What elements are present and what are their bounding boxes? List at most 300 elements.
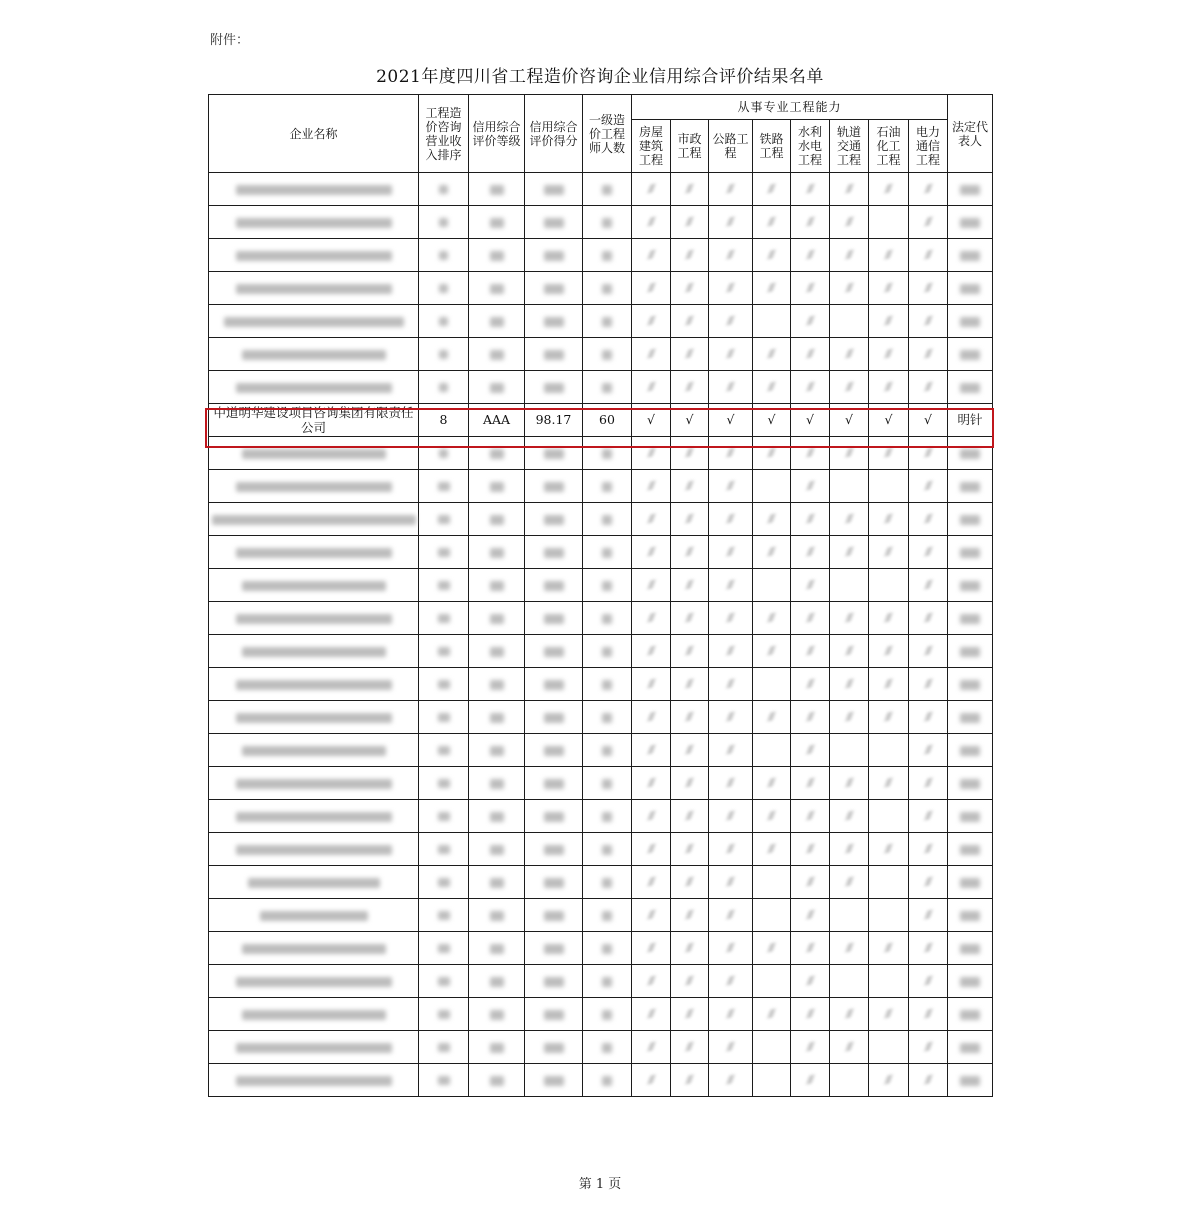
capability-cell-4 [791, 503, 830, 536]
check-mark-icon [924, 448, 932, 457]
redacted-text [242, 944, 386, 954]
capability-cell-7 [909, 1031, 948, 1064]
table-row [209, 239, 993, 272]
capability-cell-1 [671, 701, 709, 734]
redacted-text [960, 944, 980, 954]
credit-score-cell [525, 272, 583, 305]
check-mark-icon [647, 580, 655, 589]
revenue-rank-cell [419, 173, 469, 206]
capability-cell-4 [791, 767, 830, 800]
redacted-text [242, 449, 386, 459]
credit-grade-cell [469, 536, 525, 569]
check-mark-icon [767, 382, 775, 391]
check-mark-icon [845, 811, 853, 820]
redacted-text [602, 383, 612, 393]
credit-score-cell [525, 371, 583, 404]
redacted-text [236, 1043, 392, 1053]
table-row [209, 965, 993, 998]
check-mark-icon [845, 382, 853, 391]
table-body [209, 173, 993, 1097]
check-mark-icon [924, 1042, 932, 1051]
capability-cell-6 [869, 635, 909, 668]
company-name-cell [209, 569, 419, 602]
redacted-text [490, 218, 504, 228]
capability-cell-7 [909, 767, 948, 800]
capability-cell-6 [869, 833, 909, 866]
level1-engineers-cell [583, 668, 632, 701]
capability-cell-6 [869, 437, 909, 470]
check-mark-icon [685, 547, 693, 556]
check-mark-icon [924, 349, 932, 358]
redacted-text [438, 878, 450, 887]
capability-cell-4 [791, 833, 830, 866]
redacted-text [490, 614, 504, 624]
capability-cell-0 [632, 800, 671, 833]
check-mark-icon [726, 217, 734, 226]
legal-rep-cell [948, 437, 993, 470]
capability-cell-5 [830, 173, 869, 206]
capability-cell-5 [830, 272, 869, 305]
redacted-text [490, 977, 504, 987]
company-name-cell [209, 305, 419, 338]
capability-cell-7 [909, 569, 948, 602]
capability-cell-5 [830, 899, 869, 932]
capability-cell-6 [869, 998, 909, 1031]
capability-cell-3 [753, 239, 791, 272]
redacted-text [602, 1043, 612, 1053]
level1-engineers-cell [583, 206, 632, 239]
check-mark-icon [845, 778, 853, 787]
capability-cell-7 [909, 899, 948, 932]
header-capability-1: 市政工程 [671, 120, 709, 173]
capability-cell-5 [830, 635, 869, 668]
check-mark-icon [806, 283, 814, 292]
legal-rep-cell [948, 635, 993, 668]
redacted-text [236, 977, 392, 987]
revenue-rank-cell [419, 239, 469, 272]
check-mark-icon [647, 877, 655, 886]
legal-rep-cell [948, 305, 993, 338]
legal-rep-cell [948, 536, 993, 569]
capability-cell-1 [671, 668, 709, 701]
credit-score-cell [525, 932, 583, 965]
legal-rep-cell [948, 899, 993, 932]
table-row [209, 932, 993, 965]
redacted-text [224, 317, 404, 327]
check-mark-icon [924, 679, 932, 688]
redacted-text [439, 251, 448, 260]
capability-cell-2 [709, 470, 753, 503]
company-name-cell [209, 470, 419, 503]
redacted-text [544, 581, 564, 591]
check-mark-icon [685, 976, 693, 985]
check-mark-icon [767, 844, 775, 853]
table-row [209, 437, 993, 470]
credit-grade-cell [469, 734, 525, 767]
check-mark-icon [647, 316, 655, 325]
capability-cell-7 [909, 701, 948, 734]
capability-cell-7 [909, 932, 948, 965]
capability-cell-1 [671, 899, 709, 932]
capability-cell-1 [671, 338, 709, 371]
redacted-text [236, 251, 392, 261]
check-mark-icon [884, 382, 892, 391]
capability-cell-3 [753, 338, 791, 371]
credit-score-cell [525, 338, 583, 371]
capability-cell-1 [671, 1064, 709, 1097]
redacted-text [602, 779, 612, 789]
check-mark-icon [647, 844, 655, 853]
capability-cell-2 [709, 965, 753, 998]
legal-rep-cell [948, 503, 993, 536]
check-mark-icon [884, 613, 892, 622]
credit-score-cell [525, 668, 583, 701]
revenue-rank-cell [419, 437, 469, 470]
company-name-cell [209, 668, 419, 701]
capability-cell-3 [753, 998, 791, 1031]
check-mark-icon [845, 1009, 853, 1018]
check-mark-icon [685, 844, 693, 853]
credit-score-cell [525, 503, 583, 536]
level1-engineers-cell [583, 833, 632, 866]
redacted-text [544, 449, 564, 459]
redacted-text [960, 482, 980, 492]
check-mark-icon [845, 184, 853, 193]
check-mark-icon [884, 778, 892, 787]
check-mark-icon [845, 217, 853, 226]
level1-engineers-cell: 60 [583, 404, 632, 437]
check-mark-icon [806, 316, 814, 325]
redacted-text [438, 713, 450, 722]
redacted-text [960, 515, 980, 525]
capability-cell-2 [709, 569, 753, 602]
credit-grade-cell [469, 800, 525, 833]
capability-cell-6 [869, 272, 909, 305]
check-mark-icon [685, 1009, 693, 1018]
redacted-text [439, 218, 448, 227]
capability-cell-0 [632, 536, 671, 569]
redacted-text [602, 713, 612, 723]
table-row [209, 371, 993, 404]
check-mark-icon [806, 943, 814, 952]
level1-engineers-cell [583, 800, 632, 833]
check-mark-icon [726, 1042, 734, 1051]
level1-engineers-cell [583, 932, 632, 965]
company-name-cell [209, 503, 419, 536]
header-capability-4: 水利水电工程 [791, 120, 830, 173]
company-name-cell [209, 800, 419, 833]
capability-cell-1 [671, 767, 709, 800]
redacted-text [544, 284, 564, 294]
check-mark-icon [647, 1075, 655, 1084]
check-mark-icon [884, 646, 892, 655]
capability-cell-1 [671, 173, 709, 206]
redacted-text [242, 647, 386, 657]
revenue-rank-cell [419, 536, 469, 569]
redacted-text [960, 911, 980, 921]
revenue-rank-cell [419, 635, 469, 668]
capability-cell-1 [671, 437, 709, 470]
capability-cell-7 [909, 470, 948, 503]
check-mark-icon [726, 844, 734, 853]
capability-cell-7 [909, 800, 948, 833]
capability-cell-5 [830, 767, 869, 800]
legal-rep-cell [948, 1064, 993, 1097]
check-mark-icon [884, 448, 892, 457]
capability-cell-4 [791, 173, 830, 206]
check-mark-icon [647, 514, 655, 523]
check-mark-icon [685, 349, 693, 358]
credit-grade-cell: AAA [469, 404, 525, 437]
redacted-text [602, 647, 612, 657]
capability-cell-7 [909, 338, 948, 371]
redacted-text [438, 944, 450, 953]
redacted-text [960, 779, 980, 789]
revenue-rank-cell [419, 305, 469, 338]
capability-cell-5 [830, 800, 869, 833]
capability-cell-6 [869, 173, 909, 206]
check-mark-icon [647, 910, 655, 919]
credit-grade-cell [469, 833, 525, 866]
revenue-rank-cell [419, 701, 469, 734]
redacted-text [960, 251, 980, 261]
capability-cell-6 [869, 602, 909, 635]
company-name-cell [209, 866, 419, 899]
credit-score-cell [525, 833, 583, 866]
redacted-text [490, 548, 504, 558]
credit-score-cell [525, 965, 583, 998]
redacted-text [490, 647, 504, 657]
capability-cell-0 [632, 239, 671, 272]
check-mark-icon [845, 283, 853, 292]
capability-cell-0 [632, 734, 671, 767]
check-mark-icon [685, 778, 693, 787]
check-mark-icon [845, 844, 853, 853]
capability-cell-5 [830, 338, 869, 371]
redacted-text [544, 977, 564, 987]
check-mark-icon [845, 514, 853, 523]
capability-cell-4 [791, 305, 830, 338]
legal-rep-cell [948, 338, 993, 371]
check-mark-icon [845, 1042, 853, 1051]
capability-cell-2 [709, 305, 753, 338]
capability-cell-3 [753, 206, 791, 239]
capability-cell-1 [671, 272, 709, 305]
check-mark-icon [884, 1075, 892, 1084]
check-mark-icon [806, 745, 814, 754]
redacted-text [438, 680, 450, 689]
legal-rep-cell [948, 668, 993, 701]
redacted-text [544, 317, 564, 327]
redacted-text [960, 218, 980, 228]
redacted-text [960, 284, 980, 294]
capability-cell-0 [632, 833, 671, 866]
redacted-text [544, 713, 564, 723]
table-row [209, 833, 993, 866]
level1-engineers-cell [583, 437, 632, 470]
check-mark-icon: √ [726, 412, 735, 427]
document-title: 2021年度四川省工程造价咨询企业信用综合评价结果名单 [376, 67, 824, 87]
capability-cell-0 [632, 470, 671, 503]
capability-cell-0 [632, 503, 671, 536]
capability-cell-6 [869, 239, 909, 272]
redacted-text [544, 746, 564, 756]
redacted-text [490, 1076, 504, 1086]
capability-cell-1 [671, 503, 709, 536]
revenue-rank-cell [419, 206, 469, 239]
redacted-text [439, 449, 448, 458]
check-mark-icon [767, 613, 775, 622]
capability-cell-7 [909, 998, 948, 1031]
credit-grade-cell [469, 1064, 525, 1097]
capability-cell-2 [709, 668, 753, 701]
capability-cell-6 [869, 767, 909, 800]
redacted-text [544, 548, 564, 558]
redacted-text [544, 779, 564, 789]
capability-cell-1 [671, 734, 709, 767]
check-mark-icon [806, 580, 814, 589]
check-mark-icon [884, 349, 892, 358]
redacted-text [602, 548, 612, 558]
redacted-text [544, 482, 564, 492]
capability-cell-4 [791, 404, 830, 437]
legal-rep-cell [948, 998, 993, 1031]
check-mark-icon [806, 481, 814, 490]
check-mark-icon [924, 1009, 932, 1018]
capability-cell-3 [753, 833, 791, 866]
capability-cell-0 [632, 272, 671, 305]
capability-cell-2 [709, 173, 753, 206]
capability-cell-7 [909, 536, 948, 569]
check-mark-icon [845, 547, 853, 556]
check-mark-icon [685, 250, 693, 259]
redacted-text [960, 581, 980, 591]
credit-score-cell [525, 998, 583, 1031]
capability-cell-1 [671, 239, 709, 272]
check-mark-icon [845, 646, 853, 655]
capability-cell-2 [709, 503, 753, 536]
redacted-text [438, 548, 450, 557]
credit-score-cell [525, 305, 583, 338]
redacted-text [490, 581, 504, 591]
revenue-rank-cell [419, 602, 469, 635]
redacted-text [602, 581, 612, 591]
check-mark-icon [806, 613, 814, 622]
capability-cell-0 [632, 1064, 671, 1097]
redacted-text [960, 548, 980, 558]
legal-rep-cell [948, 602, 993, 635]
redacted-text [490, 878, 504, 888]
capability-cell-2 [709, 899, 753, 932]
check-mark-icon [726, 745, 734, 754]
check-mark-icon [726, 712, 734, 721]
credit-score-cell [525, 899, 583, 932]
redacted-text [490, 779, 504, 789]
level1-engineers-cell [583, 635, 632, 668]
capability-cell-5 [830, 503, 869, 536]
check-mark-icon [924, 976, 932, 985]
revenue-rank-cell [419, 965, 469, 998]
check-mark-icon [647, 679, 655, 688]
capability-cell-5 [830, 1031, 869, 1064]
capability-cell-2 [709, 734, 753, 767]
capability-cell-3 [753, 635, 791, 668]
capability-cell-5 [830, 1064, 869, 1097]
check-mark-icon [924, 283, 932, 292]
redacted-text [438, 581, 450, 590]
capability-cell-4 [791, 998, 830, 1031]
check-mark-icon [806, 844, 814, 853]
check-mark-icon [726, 943, 734, 952]
capability-cell-0 [632, 1031, 671, 1064]
capability-cell-3 [753, 899, 791, 932]
check-mark-icon [806, 1042, 814, 1051]
capability-cell-7 [909, 602, 948, 635]
check-mark-icon [845, 712, 853, 721]
check-mark-icon [924, 943, 932, 952]
capability-cell-6 [869, 866, 909, 899]
check-mark-icon [767, 811, 775, 820]
table-row [209, 800, 993, 833]
revenue-rank-cell [419, 503, 469, 536]
capability-cell-4 [791, 536, 830, 569]
capability-cell-5 [830, 602, 869, 635]
check-mark-icon [685, 910, 693, 919]
check-mark-icon [767, 646, 775, 655]
capability-cell-7 [909, 239, 948, 272]
credit-grade-cell [469, 998, 525, 1031]
check-mark-icon [806, 811, 814, 820]
credit-grade-cell [469, 338, 525, 371]
credit-grade-cell [469, 239, 525, 272]
company-name-cell [209, 371, 419, 404]
check-mark-icon: √ [884, 412, 893, 427]
capability-cell-0 [632, 767, 671, 800]
redacted-text [544, 1010, 564, 1020]
check-mark-icon [726, 811, 734, 820]
redacted-text [960, 350, 980, 360]
credit-score-cell [525, 1031, 583, 1064]
redacted-text [236, 482, 392, 492]
table-row [209, 536, 993, 569]
level1-engineers-cell [583, 569, 632, 602]
table-row [209, 1064, 993, 1097]
capability-cell-1 [671, 470, 709, 503]
check-mark-icon [685, 712, 693, 721]
check-mark-icon: √ [845, 412, 853, 427]
redacted-text [438, 515, 450, 524]
capability-cell-0 [632, 404, 671, 437]
check-mark-icon [647, 1009, 655, 1018]
level1-engineers-cell [583, 602, 632, 635]
check-mark-icon [924, 217, 932, 226]
capability-cell-5 [830, 239, 869, 272]
check-mark-icon: √ [647, 412, 655, 427]
capability-cell-1 [671, 998, 709, 1031]
check-mark-icon [924, 382, 932, 391]
capability-cell-7 [909, 1064, 948, 1097]
header-credit-score: 信用综合评价得分 [525, 95, 583, 173]
check-mark-icon [767, 943, 775, 952]
check-mark-icon [647, 382, 655, 391]
legal-rep-cell [948, 932, 993, 965]
check-mark-icon [767, 547, 775, 556]
capability-cell-2 [709, 1031, 753, 1064]
check-mark-icon [647, 217, 655, 226]
redacted-text [490, 1043, 504, 1053]
redacted-text [439, 185, 448, 194]
check-mark-icon [647, 745, 655, 754]
